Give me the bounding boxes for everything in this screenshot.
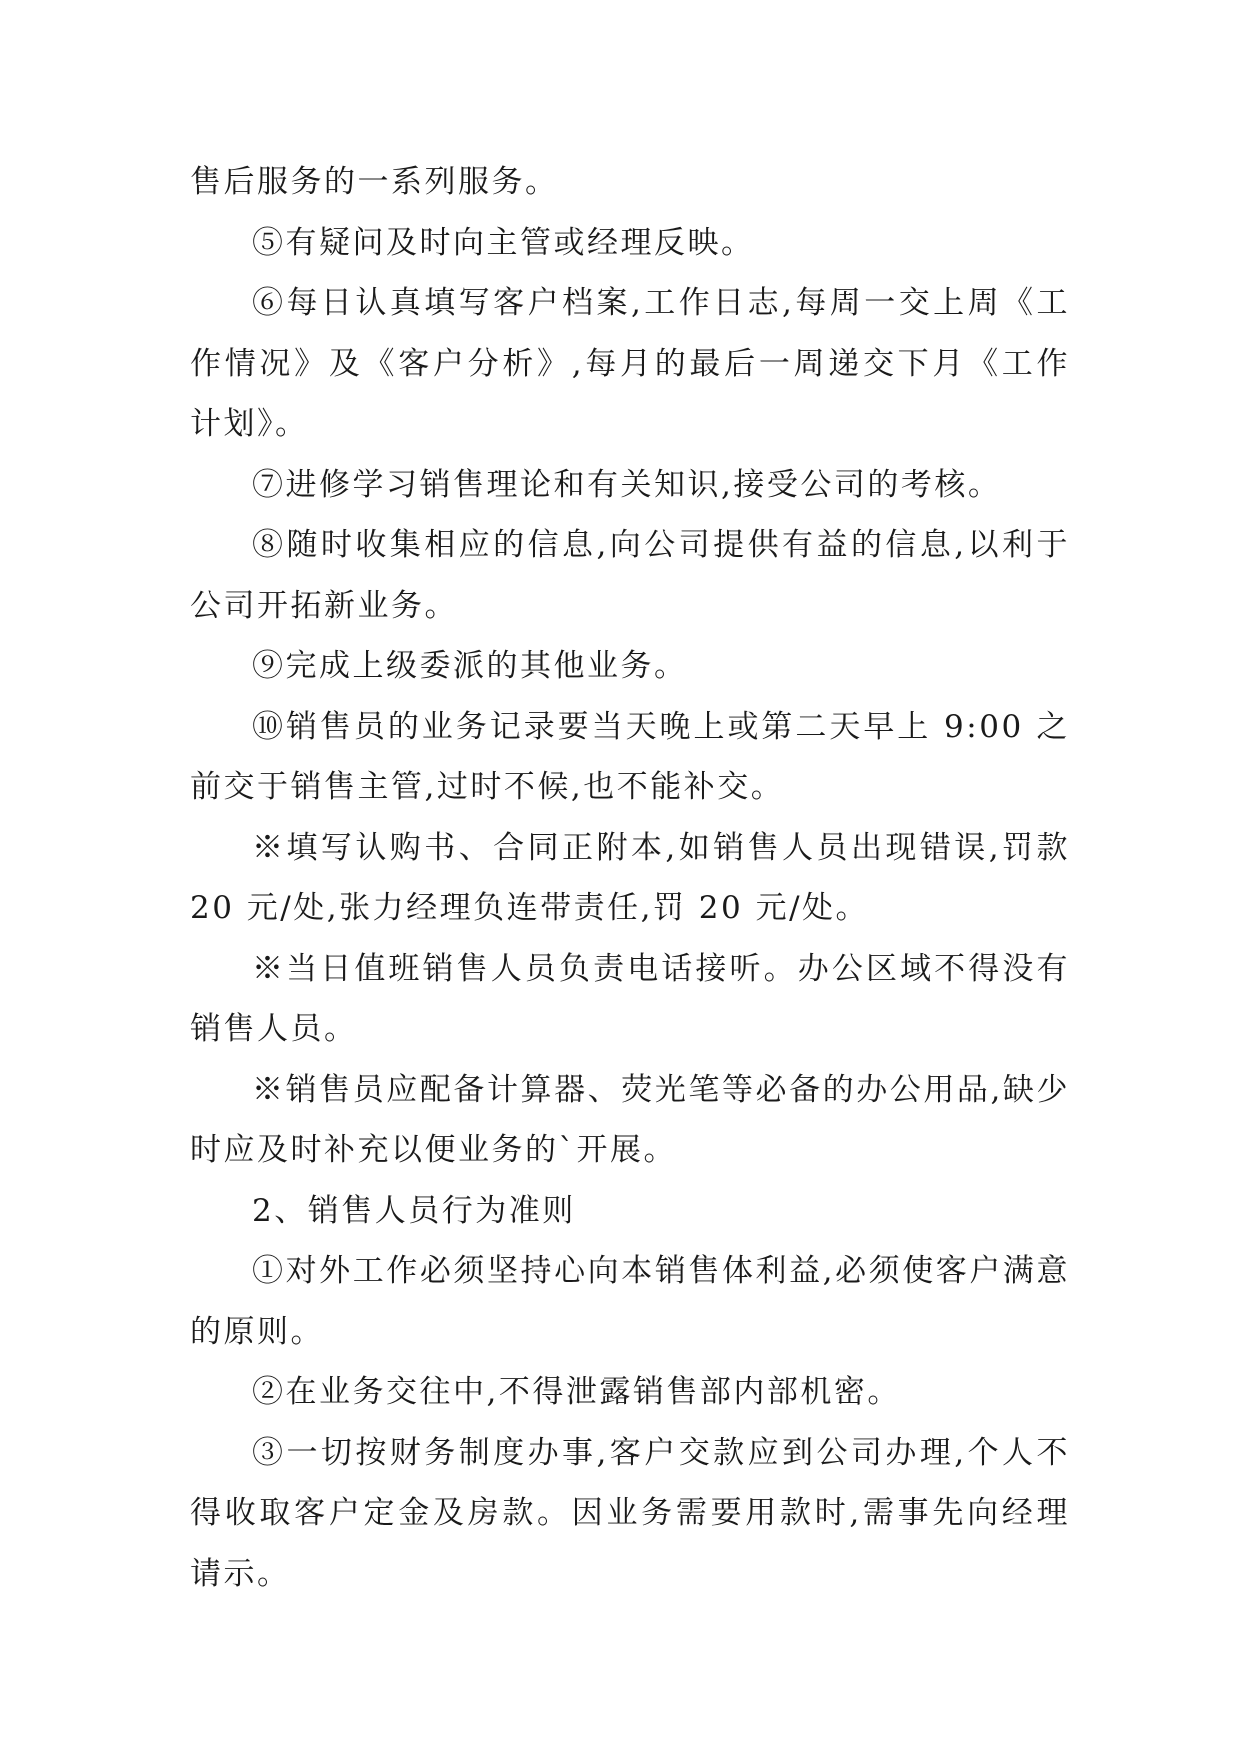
paragraph-rule-2: ②在业务交往中,不得泄露销售部内部机密。 [252,1374,901,1410]
paragraph-note-duty: ※当日值班销售人员负责电话接听。办公区域不得没有销售人员。 [190,950,1070,1047]
paragraph-item-5: ⑤有疑问及时向主管或经理反映。 [252,224,755,261]
paragraph-rule-1: ①对外工作必须坚持心向本销售体利益,必须使客户满意的原则。 [190,1253,1070,1350]
paragraph-after-sales: 售后服务的一系列服务。 [190,164,559,200]
paragraph-note-contract: ※填写认购书、合同正附本,如销售人员出现错误,罚款 20 元/处,张力经理负连带责任,罚 20 元/处。 [190,829,1070,926]
paragraph-item-6: ⑥每日认真填写客户档案,工作日志,每周一交上周《工作情况》及《客户分析》,每月的最后一周递交下月《工作计划》。 [190,285,1070,442]
paragraph-item-9: ⑨完成上级委派的其他业务。 [252,648,688,684]
section-heading-conduct: 2、销售人员行为准则 [252,1192,576,1229]
paragraph-item-10: ⑩销售员的业务记录要当天晚上或第二天早上 9:00 之前交于销售主管,过时不候,也不能补交。 [190,708,1070,805]
document-body [190,152,1070,1604]
paragraph-rule-3: ③一切按财务制度办事,客户交款应到公司办理,个人不得收取客户定金及房款。因业务需要用款时,需事先向经理请示。 [190,1434,1070,1592]
paragraph-item-8: ⑧随时收集相应的信息,向公司提供有益的信息,以利于公司开拓新业务。 [190,527,1070,624]
paragraph-item-7: ⑦进修学习销售理论和有关知识,接受公司的考核。 [252,466,1002,503]
paragraph-note-supplies: ※销售员应配备计算器、荧光笔等必备的办公用品,缺少时应及时补充以便业务的`开展。 [190,1071,1070,1168]
